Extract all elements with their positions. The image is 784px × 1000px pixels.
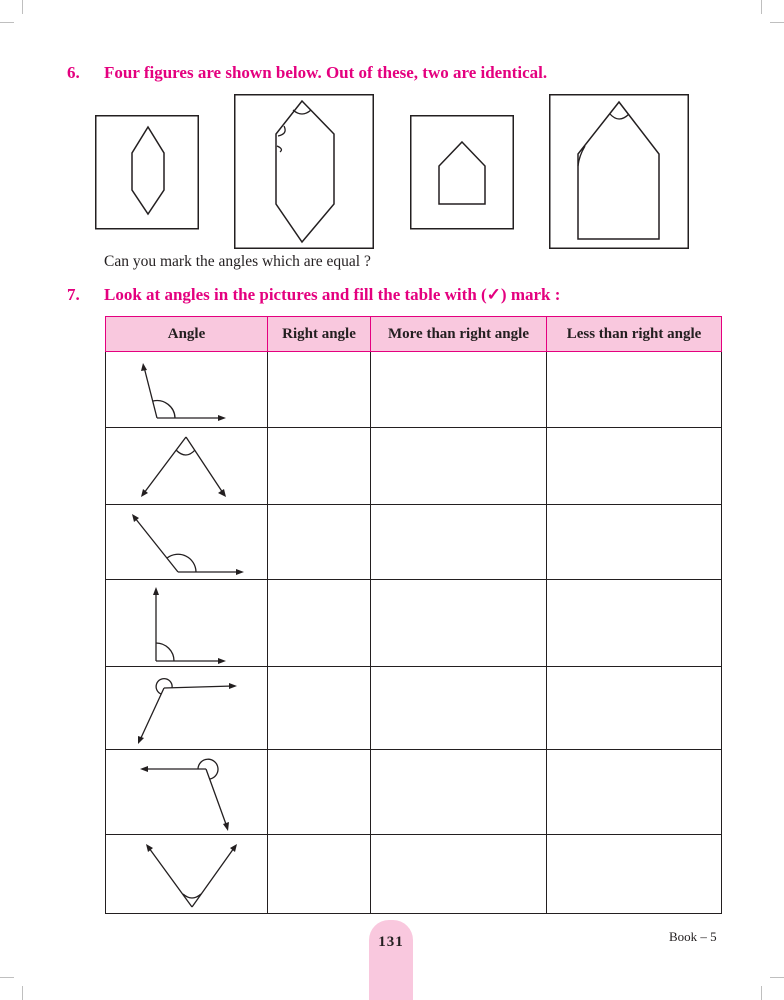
angle-figure-6 bbox=[106, 751, 266, 834]
crop-mark bbox=[0, 22, 14, 23]
question-7-text: Look at angles in the pictures and fill the table with (✓) mark : bbox=[104, 285, 561, 304]
table-header-row bbox=[106, 317, 722, 352]
answer-cell[interactable] bbox=[547, 352, 722, 428]
answer-cell[interactable] bbox=[268, 580, 371, 667]
answer-cell[interactable] bbox=[547, 505, 722, 580]
header-less-than-right-angle: Less than right angle bbox=[547, 317, 722, 352]
angle-picture-cell bbox=[106, 505, 268, 580]
crop-mark bbox=[22, 986, 23, 1000]
angle-figure-2 bbox=[106, 429, 266, 504]
header-right-angle: Right angle bbox=[268, 317, 371, 352]
figure-small-house bbox=[410, 115, 514, 230]
table-row bbox=[106, 667, 722, 750]
figure-large-house bbox=[549, 94, 689, 249]
table-row bbox=[106, 750, 722, 835]
table-row bbox=[106, 835, 722, 914]
q6-followup-text: Can you mark the angles which are equal ? bbox=[104, 253, 371, 270]
answer-cell[interactable] bbox=[547, 750, 722, 835]
answer-cell[interactable] bbox=[547, 835, 722, 914]
crop-mark bbox=[761, 0, 762, 14]
answer-cell[interactable] bbox=[371, 428, 547, 505]
page-number-tab bbox=[369, 920, 413, 1000]
figure-small-hexagon bbox=[95, 115, 199, 230]
angle-figure-1 bbox=[106, 353, 266, 427]
crop-mark bbox=[22, 0, 23, 14]
angle-picture-cell bbox=[106, 835, 268, 914]
answer-cell[interactable] bbox=[371, 835, 547, 914]
angle-picture-cell bbox=[106, 580, 268, 667]
angle-figure-3 bbox=[106, 506, 266, 579]
angle-figure-4 bbox=[106, 581, 266, 666]
crop-mark bbox=[770, 977, 784, 978]
answer-cell[interactable] bbox=[268, 835, 371, 914]
table-row bbox=[106, 352, 722, 428]
answer-cell[interactable] bbox=[371, 352, 547, 428]
angle-picture-cell bbox=[106, 428, 268, 505]
table-row bbox=[106, 505, 722, 580]
angle-figure-7 bbox=[106, 836, 266, 913]
answer-cell[interactable] bbox=[268, 428, 371, 505]
page-number: 131 bbox=[378, 934, 404, 950]
angles-table bbox=[105, 316, 722, 914]
answer-cell[interactable] bbox=[268, 505, 371, 580]
answer-cell[interactable] bbox=[371, 750, 547, 835]
question-6-text: Four figures are shown below. Out of these, two are identical. bbox=[104, 63, 548, 82]
answer-cell[interactable] bbox=[547, 580, 722, 667]
angle-picture-cell bbox=[106, 667, 268, 750]
answer-cell[interactable] bbox=[547, 428, 722, 505]
angle-picture-cell bbox=[106, 750, 268, 835]
answer-cell[interactable] bbox=[547, 667, 722, 750]
answer-cell[interactable] bbox=[268, 352, 371, 428]
table-row bbox=[106, 580, 722, 667]
crop-mark bbox=[0, 977, 14, 978]
answer-cell[interactable] bbox=[268, 667, 371, 750]
crop-mark bbox=[770, 22, 784, 23]
header-angle: Angle bbox=[106, 317, 268, 352]
answer-cell[interactable] bbox=[371, 505, 547, 580]
angle-picture-cell bbox=[106, 352, 268, 428]
figure-large-hexagon bbox=[234, 94, 374, 249]
question-7-number: 7. bbox=[67, 285, 80, 304]
answer-cell[interactable] bbox=[268, 750, 371, 835]
crop-mark bbox=[761, 986, 762, 1000]
angle-figure-5 bbox=[106, 668, 266, 749]
book-label: Book – 5 bbox=[669, 929, 717, 944]
answer-cell[interactable] bbox=[371, 667, 547, 750]
answer-cell[interactable] bbox=[371, 580, 547, 667]
table-row bbox=[106, 428, 722, 505]
header-more-than-right-angle: More than right angle bbox=[371, 317, 547, 352]
question-6-number: 6. bbox=[67, 63, 80, 82]
